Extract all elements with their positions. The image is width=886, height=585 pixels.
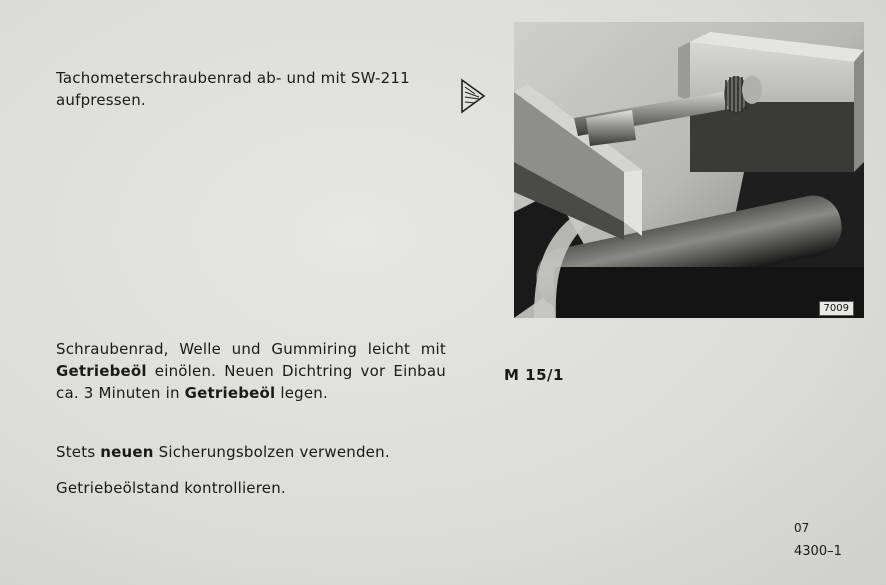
instruction-step-1: Tachometerschraubenrad ab- und mit SW-211 aufpressen. [56,69,410,109]
arrow-right-icon [460,78,486,114]
step3-text-a: Stets [56,443,101,461]
step2-text-c: legen. [275,384,328,402]
section-code: M 15/1 [504,366,564,384]
step2-bold-b: Getriebeöl [184,384,276,402]
instruction-step-2 [56,338,446,404]
instruction-step-3 [56,441,436,463]
step2-bold-a: Getriebeöl [56,362,147,380]
page-number: 07 [794,521,810,535]
instruction-step-4: Getriebeölstand kontrollieren. [56,479,286,497]
figure-number: 7009 [819,301,854,316]
tachometer-gear-photo [514,22,864,318]
step3-text-b: Sicherungsbolzen verwenden. [153,443,390,461]
document-number: 4300–1 [794,544,842,559]
step2-text-b: einölen. Neuen Dichtring vor Einbau ca. 3 Minuten in [56,362,446,402]
step2-text-a: Schraubenrad, Welle und Gummiring leicht mit [56,340,446,358]
step3-bold: neuen [100,443,154,461]
